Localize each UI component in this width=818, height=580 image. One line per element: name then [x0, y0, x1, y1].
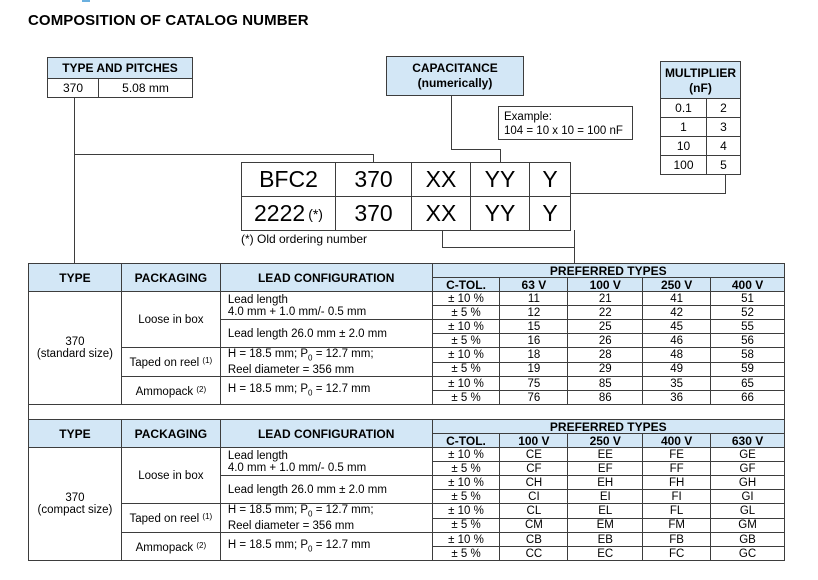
code-cell: FB — [643, 533, 711, 547]
code-cell: EE — [568, 448, 643, 462]
old-number-note: (*) Old ordering number — [241, 232, 368, 246]
lead-line: Lead length — [227, 293, 288, 306]
tolerance-cell: ± 5 % — [432, 306, 500, 320]
lead-line: Reel diameter = 356 mm — [227, 520, 355, 533]
code-cell: 46 — [643, 334, 711, 348]
tolerance-cell: ± 5 % — [432, 490, 500, 504]
subscript: 0 — [308, 543, 313, 553]
type-horizontal-line — [74, 154, 374, 155]
table-row — [29, 533, 785, 547]
code-cell: 51 — [711, 292, 785, 306]
voltage-header: 400 V — [711, 278, 785, 292]
code-cell: 35 — [643, 377, 711, 391]
code-cell: CB — [500, 533, 568, 547]
type-number: 370 — [65, 492, 85, 505]
voltage-header: 100 V — [500, 434, 568, 448]
code-cell: 56 — [711, 334, 785, 348]
type-size: (standard size) — [36, 348, 113, 361]
table-row — [29, 504, 785, 519]
lead-config-cell: Lead length 26.0 mm ± 2.0 mm — [220, 320, 432, 348]
code-cell: 15 — [500, 320, 568, 334]
code-cell: 48 — [643, 348, 711, 363]
code-cell: GL — [711, 504, 785, 519]
preferred-types-header: PREFERRED TYPES — [432, 264, 784, 278]
code-cell: GF — [711, 462, 785, 476]
catalog-type-cell: 370 — [335, 162, 412, 197]
packaging-label: Taped on reel — [129, 357, 200, 370]
voltage-header: 250 V — [568, 434, 643, 448]
code-cell: EB — [568, 533, 643, 547]
example-box — [498, 106, 633, 140]
c-tol-header: C-TOL. — [432, 434, 500, 448]
packaging-label: Ammopack — [135, 541, 194, 554]
catalog-old-prefix-cell — [241, 196, 336, 231]
lead-config-cell — [220, 448, 432, 476]
code-cell: CH — [500, 476, 568, 490]
multiplier-value: 100 — [660, 155, 707, 175]
tolerance-cell: ± 5 % — [432, 547, 500, 561]
type-connector-line — [74, 98, 75, 264]
tolerance-cell: ± 10 % — [432, 448, 500, 462]
code-cell: CC — [500, 547, 568, 561]
code-cell: GM — [711, 518, 785, 533]
lead-line: = 12.7 mm — [312, 382, 371, 395]
lead-config-cell: Lead length 26.0 mm ± 2.0 mm — [220, 476, 432, 504]
voltage-header: 250 V — [643, 278, 711, 292]
table-separator — [28, 405, 785, 420]
preferred-types-table-compact — [28, 419, 785, 561]
footnote-ref: (2) — [196, 384, 207, 394]
tolerance-cell: ± 5 % — [432, 362, 500, 377]
c-tol-header: C-TOL. — [432, 278, 500, 292]
subscript: 0 — [308, 353, 313, 363]
lead-configuration-column-header: LEAD CONFIGURATION — [220, 420, 432, 448]
lead-line: = 12.7 mm; — [312, 504, 374, 516]
lead-line: H = 18.5 mm; P — [227, 538, 309, 551]
code-cell: EM — [568, 518, 643, 533]
code-cell: 18 — [500, 348, 568, 363]
multiplier-header — [660, 61, 741, 99]
type-number: 370 — [65, 336, 85, 349]
packaging-label: Ammopack — [135, 385, 194, 398]
code-cell: 66 — [711, 391, 785, 405]
packaging-cell — [121, 377, 220, 405]
type-value: 370 — [47, 78, 99, 98]
multiplier-value: 10 — [660, 136, 707, 156]
code-cell: 76 — [500, 391, 568, 405]
tolerance-connector-line — [442, 230, 443, 248]
multiplier-code: 3 — [706, 117, 741, 137]
table-row — [29, 448, 785, 462]
code-cell: 16 — [500, 334, 568, 348]
code-cell: GB — [711, 533, 785, 547]
code-cell: 45 — [643, 320, 711, 334]
code-cell: GC — [711, 547, 785, 561]
lead-config-cell — [220, 292, 432, 320]
code-cell: FE — [643, 448, 711, 462]
code-cell: FC — [643, 547, 711, 561]
capacitance-header — [386, 56, 524, 96]
tolerance-cell: ± 5 % — [432, 518, 500, 533]
code-cell: 29 — [568, 362, 643, 377]
catalog-capacitance-cell: XX — [411, 196, 471, 231]
packaging-cell — [121, 533, 220, 561]
lead-line: H = 18.5 mm; P — [227, 382, 309, 395]
tolerance-cell: ± 10 % — [432, 320, 500, 334]
capacitance-horizontal-line — [451, 149, 501, 150]
lead-config-cell — [220, 348, 432, 377]
code-cell: 19 — [500, 362, 568, 377]
code-cell: 52 — [711, 306, 785, 320]
multiplier-value: 0.1 — [660, 98, 707, 118]
code-cell: 41 — [643, 292, 711, 306]
preferred-types-header: PREFERRED TYPES — [432, 420, 784, 434]
tolerance-horizontal-line — [442, 247, 575, 248]
lead-line: 4.0 mm + 1.0 mm/- 0.5 mm — [227, 461, 367, 474]
code-cell: CL — [500, 504, 568, 519]
code-cell: 65 — [711, 377, 785, 391]
lead-line: H = 18.5 mm; P — [227, 504, 309, 516]
voltage-header: 63 V — [500, 278, 568, 292]
footnote-ref: (2) — [196, 540, 207, 550]
capacitance-line2: (numerically) — [417, 76, 493, 90]
tolerance-cell: ± 10 % — [432, 377, 500, 391]
capacitance-drop-line — [500, 149, 501, 163]
type-cell — [29, 448, 122, 561]
code-cell: 28 — [568, 348, 643, 363]
code-cell: EH — [568, 476, 643, 490]
old-number-mark: (*) — [308, 205, 323, 222]
code-cell: 59 — [711, 362, 785, 377]
lead-line: = 12.7 mm; — [312, 348, 374, 360]
top-accent-mark — [82, 0, 90, 2]
tolerance-cell: ± 5 % — [432, 462, 500, 476]
preferred-types-table-standard — [28, 263, 785, 405]
catalog-y-cell: Y — [529, 196, 571, 231]
code-cell: 42 — [643, 306, 711, 320]
code-cell: 26 — [568, 334, 643, 348]
code-cell: 86 — [568, 391, 643, 405]
code-cell: FL — [643, 504, 711, 519]
code-cell: GE — [711, 448, 785, 462]
packaging-cell — [121, 504, 220, 533]
code-cell: 58 — [711, 348, 785, 363]
code-cell: EI — [568, 490, 643, 504]
catalog-old-prefix: 2222 — [254, 200, 306, 226]
tolerance-cell: ± 10 % — [432, 504, 500, 519]
multiplier-code: 5 — [706, 155, 741, 175]
packaging-cell: Loose in box — [121, 448, 220, 504]
packaging-cell — [121, 348, 220, 377]
lead-config-cell — [220, 377, 432, 405]
subscript: 0 — [308, 387, 313, 397]
code-cell: 22 — [568, 306, 643, 320]
type-size: (compact size) — [37, 504, 113, 517]
table-row — [29, 348, 785, 363]
type-column-header: TYPE — [29, 264, 122, 292]
type-column-header: TYPE — [29, 420, 122, 448]
lead-line: H = 18.5 mm; P — [227, 348, 309, 360]
voltage-header: 400 V — [643, 434, 711, 448]
tolerance-cell: ± 10 % — [432, 292, 500, 306]
tolerance-cell: ± 10 % — [432, 533, 500, 547]
code-cell: GI — [711, 490, 785, 504]
tolerance-drop-line — [574, 230, 575, 264]
code-cell: GH — [711, 476, 785, 490]
code-cell: FM — [643, 518, 711, 533]
code-cell: EF — [568, 462, 643, 476]
lead-line: = 12.7 mm — [312, 538, 371, 551]
page-title: COMPOSITION OF CATALOG NUMBER — [28, 12, 309, 29]
lead-configuration-column-header: LEAD CONFIGURATION — [220, 264, 432, 292]
code-cell: CE — [500, 448, 568, 462]
tolerance-cell: ± 5 % — [432, 391, 500, 405]
code-cell: 49 — [643, 362, 711, 377]
pitch-value: 5.08 mm — [98, 78, 193, 98]
catalog-yy-cell: YY — [470, 196, 530, 231]
example-line2: 104 = 10 x 10 = 100 nF — [504, 125, 623, 137]
tolerance-cell: ± 5 % — [432, 334, 500, 348]
multiplier-line1: MULTIPLIER — [664, 66, 737, 80]
example-line1: Example: — [504, 111, 552, 123]
packaging-label: Taped on reel — [129, 513, 200, 526]
code-cell: EC — [568, 547, 643, 561]
multiplier-code: 4 — [706, 136, 741, 156]
table-row — [29, 292, 785, 306]
code-cell: 85 — [568, 377, 643, 391]
footnote-ref: (1) — [202, 356, 213, 366]
code-cell: 11 — [500, 292, 568, 306]
code-cell: FF — [643, 462, 711, 476]
lead-config-cell — [220, 504, 432, 533]
voltage-header: 100 V — [568, 278, 643, 292]
code-cell: CM — [500, 518, 568, 533]
code-cell: 21 — [568, 292, 643, 306]
voltage-header: 630 V — [711, 434, 785, 448]
lead-line: Lead length — [227, 449, 288, 462]
multiplier-horizontal-line — [570, 193, 726, 194]
type-pitches-header: TYPE AND PITCHES — [47, 57, 193, 79]
code-cell: 75 — [500, 377, 568, 391]
code-cell: CF — [500, 462, 568, 476]
catalog-capacitance-cell: XX — [411, 162, 471, 197]
capacitance-connector-line — [451, 96, 452, 150]
catalog-prefix-cell: BFC2 — [241, 162, 336, 197]
code-cell: EL — [568, 504, 643, 519]
tolerance-cell: ± 10 % — [432, 348, 500, 363]
catalog-yy-cell: YY — [470, 162, 530, 197]
code-cell: FI — [643, 490, 711, 504]
multiplier-code: 2 — [706, 98, 741, 118]
tolerance-cell: ± 10 % — [432, 476, 500, 490]
code-cell: 36 — [643, 391, 711, 405]
footnote-ref: (1) — [202, 512, 213, 522]
capacitance-line1: CAPACITANCE — [412, 61, 498, 75]
subscript: 0 — [308, 509, 313, 519]
lead-line: Reel diameter = 356 mm — [227, 364, 355, 377]
lead-config-cell — [220, 533, 432, 561]
lead-line: 4.0 mm + 1.0 mm/- 0.5 mm — [227, 305, 367, 318]
code-cell: FH — [643, 476, 711, 490]
code-cell: 12 — [500, 306, 568, 320]
code-cell: CI — [500, 490, 568, 504]
code-cell: 55 — [711, 320, 785, 334]
type-cell — [29, 292, 122, 405]
catalog-y-cell: Y — [529, 162, 571, 197]
multiplier-value: 1 — [660, 117, 707, 137]
multiplier-connector-line — [725, 175, 726, 194]
catalog-type-cell: 370 — [335, 196, 412, 231]
packaging-cell: Loose in box — [121, 292, 220, 348]
packaging-column-header: PACKAGING — [121, 264, 220, 292]
code-cell: 25 — [568, 320, 643, 334]
multiplier-line2: (nF) — [689, 81, 712, 95]
table-row — [29, 377, 785, 391]
packaging-column-header: PACKAGING — [121, 420, 220, 448]
